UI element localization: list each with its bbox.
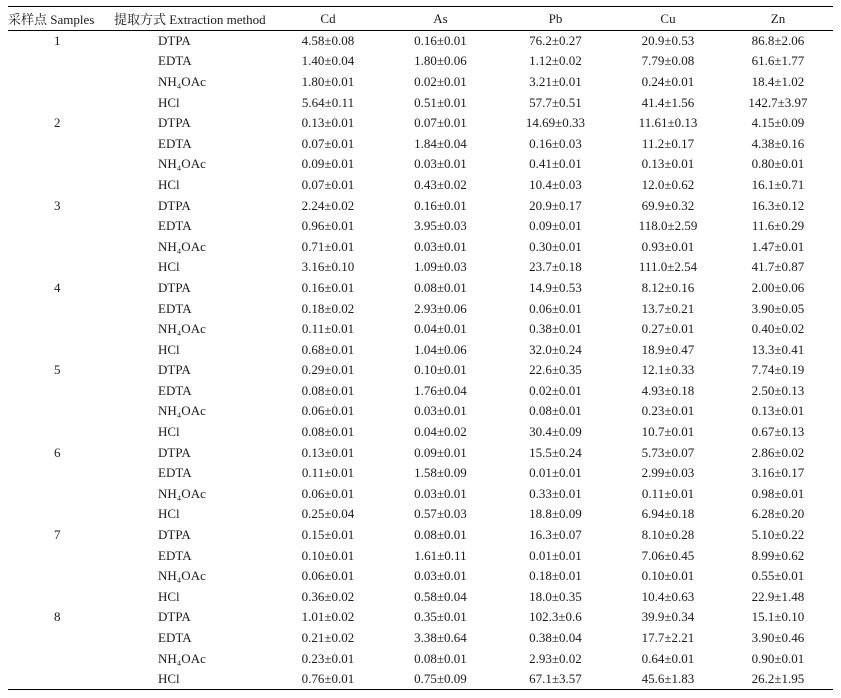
table-row [8,648,833,669]
header-cd: Cd [273,7,383,31]
cd-value-cell: 0.08±0.01 [301,424,355,440]
as-value-cell: 0.07±0.01 [414,115,467,131]
pb-value-cell: 16.3±0.07 [529,527,582,543]
as-value-cell: 0.57±0.03 [414,506,467,522]
table-body [8,31,833,690]
extraction-method-cell: DTPA [158,609,191,625]
sample-id-cell [8,628,108,649]
as-value-cell: 0.75±0.09 [383,669,498,690]
sample-id-cell [8,381,108,402]
cu-value-cell: 0.93±0.01 [641,238,695,254]
sample-id-cell: 6 [54,444,61,460]
as-value-cell: 2.93±0.06 [414,300,467,316]
zn-value-cell: 16.3±0.12 [751,197,805,213]
sample-id-cell [8,401,108,422]
table-row [8,442,833,463]
sample-id-cell [8,92,108,113]
cd-value-cell: 0.13±0.01 [301,444,355,460]
sample-id-cell [8,257,108,278]
zn-value-cell: 0.67±0.13 [751,424,805,440]
cd-value-cell: 5.64±0.11 [301,94,355,110]
table-row [8,236,833,257]
as-value-cell: 1.09±0.03 [414,259,467,275]
extraction-method-cell: NH₄OAc [158,73,206,89]
zn-value-cell: 0.90±0.01 [751,650,805,666]
extraction-method-cell: EDTA [158,465,192,481]
table-row [8,360,833,381]
extraction-method-cell: DTPA [158,444,191,460]
as-value-cell: 0.08±0.01 [414,279,467,295]
pb-value-cell: 2.93±0.02 [529,650,582,666]
zn-value-cell: 13.3±0.41 [751,341,805,357]
extraction-method-cell: EDTA [158,218,192,234]
cd-value-cell: 0.10±0.01 [301,547,355,563]
cu-value-cell: 0.27±0.01 [641,321,695,337]
sample-id-cell [8,587,108,608]
as-value-cell: 0.58±0.04 [414,588,467,604]
cu-value-cell: 17.7±2.21 [641,630,695,646]
header-pb: Pb [498,7,613,31]
cu-value-cell: 8.10±0.28 [641,527,695,543]
sample-id-cell [8,216,108,237]
cd-value-cell: 0.07±0.01 [301,176,355,192]
zn-value-cell: 4.15±0.09 [751,115,805,131]
cd-value-cell: 0.68±0.01 [301,341,355,357]
pb-value-cell: 0.01±0.01 [529,547,582,563]
zn-value-cell: 2.50±0.13 [751,382,805,398]
sample-id-cell: 8 [54,609,61,625]
cu-value-cell: 39.9±0.34 [641,609,695,625]
table-row [8,587,833,608]
as-value-cell: 1.80±0.06 [414,53,467,69]
table-row [8,463,833,484]
extraction-method-cell: NH₄OAc [158,403,206,419]
sample-id-cell [8,339,108,360]
as-value-cell: 1.61±0.11 [414,547,467,563]
as-value-cell: 1.04±0.06 [414,341,467,357]
pb-value-cell: 14.9±0.53 [529,279,582,295]
cu-value-cell: 11.61±0.13 [638,115,698,131]
header-cu: Cu [613,7,723,31]
table-row [8,525,833,546]
table-row [8,257,833,278]
table-row [8,484,833,505]
pb-value-cell: 0.01±0.01 [529,465,582,481]
zn-value-cell: 6.28±0.20 [751,506,805,522]
table-row [8,298,833,319]
zn-value-cell: 3.90±0.05 [751,300,805,316]
zn-value-cell: 0.40±0.02 [751,321,805,337]
extraction-method-cell: EDTA [158,300,192,316]
cd-value-cell: 1.01±0.02 [301,609,355,625]
cu-value-cell: 8.12±0.16 [641,279,695,295]
cd-value-cell: 1.80±0.01 [301,73,355,89]
table-row [8,175,833,196]
cu-value-cell: 6.94±0.18 [641,506,695,522]
cu-value-cell: 7.79±0.08 [641,53,695,69]
extraction-method-cell: NH₄OAc [158,156,206,172]
pb-value-cell: 22.6±0.35 [529,362,582,378]
pb-value-cell: 10.4±0.03 [529,176,582,192]
pb-value-cell: 0.09±0.01 [529,218,582,234]
as-value-cell: 0.09±0.01 [414,444,467,460]
cu-value-cell: 12.1±0.33 [641,362,695,378]
cu-value-cell: 4.93±0.18 [641,382,695,398]
as-value-cell: 0.35±0.01 [414,609,467,625]
as-value-cell: 0.03±0.01 [414,568,467,584]
table-row [8,401,833,422]
table-row [8,154,833,175]
table-row [8,72,833,93]
as-value-cell: 0.03±0.01 [414,403,467,419]
sample-id-cell [8,545,108,566]
extraction-method-cell: DTPA [158,362,191,378]
pb-value-cell: 1.12±0.02 [529,53,582,69]
table-row [8,133,833,154]
extraction-method-cell: NH₄OAc [158,238,206,254]
as-value-cell: 0.08±0.01 [414,527,467,543]
sample-id-cell [8,648,108,669]
extraction-method-cell: NH₄OAc [158,485,206,501]
pb-value-cell: 18.8±0.09 [529,506,582,522]
extraction-method-cell: EDTA [158,630,192,646]
pb-value-cell: 0.33±0.01 [529,485,582,501]
cu-value-cell: 0.23±0.01 [641,403,695,419]
extraction-method-cell: DTPA [158,279,191,295]
cu-value-cell: 0.11±0.01 [641,485,695,501]
zn-value-cell: 5.10±0.22 [751,527,805,543]
as-value-cell: 0.16±0.01 [414,33,467,49]
sample-id-cell [8,566,108,587]
cd-value-cell: 0.06±0.01 [301,568,355,584]
cd-value-cell: 0.21±0.02 [301,630,355,646]
cd-value-cell: 0.15±0.01 [301,527,355,543]
pb-value-cell: 0.38±0.04 [529,630,582,646]
header-as: As [383,7,498,31]
zn-value-cell: 0.55±0.01 [751,568,805,584]
zn-value-cell: 3.16±0.17 [751,465,805,481]
table-row [8,278,833,299]
cd-value-cell: 0.11±0.01 [301,321,355,337]
table-row [8,92,833,113]
cu-value-cell: 0.24±0.01 [641,73,695,89]
cu-value-cell: 2.99±0.03 [641,465,695,481]
as-value-cell: 0.10±0.01 [414,362,467,378]
pb-value-cell: 3.21±0.01 [529,73,582,89]
table-row [8,31,833,52]
cd-value-cell: 0.06±0.01 [301,403,355,419]
sample-id-cell [8,72,108,93]
pb-value-cell: 0.08±0.01 [529,403,582,419]
zn-value-cell: 142.7±3.97 [748,94,808,110]
extraction-method-cell: HCl [158,94,180,110]
zn-value-cell: 18.4±1.02 [751,73,805,89]
zn-value-cell: 4.38±0.16 [751,135,805,151]
cu-value-cell: 12.0±0.62 [641,176,695,192]
cd-value-cell: 0.13±0.01 [301,115,355,131]
as-value-cell: 1.84±0.04 [414,135,467,151]
cu-value-cell: 10.4±0.63 [641,588,695,604]
extraction-method-cell: DTPA [158,115,191,131]
sample-id-cell: 1 [54,33,61,49]
sample-id-cell [8,154,108,175]
extraction-method-cell: EDTA [158,382,192,398]
pb-value-cell: 0.38±0.01 [529,321,582,337]
as-value-cell: 0.16±0.01 [414,197,467,213]
header-zn: Zn [723,7,833,31]
extraction-method-cell: HCl [158,259,180,275]
pb-value-cell: 102.3±0.6 [529,609,582,625]
table-row [8,504,833,525]
pb-value-cell: 67.1±3.57 [498,669,613,690]
sample-id-cell [8,236,108,257]
sample-id-cell: 7 [54,527,61,543]
sample-id-cell [8,669,108,690]
cd-value-cell: 2.24±0.02 [301,197,355,213]
sample-id-cell [8,298,108,319]
cd-value-cell: 0.11±0.01 [301,465,355,481]
zn-value-cell: 22.9±1.48 [751,588,805,604]
cu-value-cell: 111.0±2.54 [638,259,698,275]
table-row [8,113,833,134]
extraction-method-cell: DTPA [158,197,191,213]
cd-value-cell: 0.08±0.01 [301,382,355,398]
extraction-method-cell: HCl [158,588,180,604]
cd-value-cell: 0.96±0.01 [301,218,355,234]
pb-value-cell: 0.18±0.01 [529,568,582,584]
as-value-cell: 0.03±0.01 [414,485,467,501]
sample-id-cell [8,175,108,196]
zn-value-cell: 26.2±1.95 [723,669,833,690]
header-extraction-method: 提取方式 Extraction method [108,7,273,31]
cu-value-cell: 18.9±0.47 [641,341,695,357]
extraction-method-cell: NH₄OAc [158,650,206,666]
extraction-method-cell: HCl [158,424,180,440]
cu-value-cell: 0.64±0.01 [641,650,695,666]
extraction-method-cell: DTPA [158,33,191,49]
pb-value-cell: 30.4±0.09 [529,424,582,440]
zn-value-cell: 1.47±0.01 [751,238,805,254]
as-value-cell: 0.43±0.02 [414,176,467,192]
pb-value-cell: 0.16±0.03 [529,135,582,151]
table-row [8,339,833,360]
table-header [8,7,833,31]
pb-value-cell: 76.2±0.27 [529,33,582,49]
zn-value-cell: 41.7±0.87 [751,259,805,275]
cd-value-cell: 3.16±0.10 [301,259,355,275]
extraction-method-cell: NH₄OAc [158,568,206,584]
as-value-cell: 0.04±0.01 [414,321,467,337]
cu-value-cell: 0.10±0.01 [641,568,695,584]
zn-value-cell: 61.6±1.77 [751,53,805,69]
as-value-cell: 0.51±0.01 [414,94,467,110]
zn-value-cell: 86.8±2.06 [751,33,805,49]
pb-value-cell: 32.0±0.24 [529,341,582,357]
cu-value-cell: 41.4±1.56 [641,94,695,110]
cd-value-cell: 0.23±0.01 [301,650,355,666]
zn-value-cell: 2.86±0.02 [751,444,805,460]
zn-value-cell: 3.90±0.46 [751,630,805,646]
table-row [8,545,833,566]
table-row [8,566,833,587]
as-value-cell: 0.08±0.01 [414,650,467,666]
zn-value-cell: 0.98±0.01 [751,485,805,501]
table-row [8,216,833,237]
extraction-method-cell: EDTA [158,135,192,151]
cd-value-cell: 4.58±0.08 [301,33,355,49]
table-row [8,381,833,402]
as-value-cell: 0.04±0.02 [414,424,467,440]
as-value-cell: 0.02±0.01 [414,73,467,89]
heavy-metal-extraction-table [8,6,833,690]
as-value-cell: 3.38±0.64 [414,630,467,646]
zn-value-cell: 8.99±0.62 [751,547,805,563]
pb-value-cell: 15.5±0.24 [529,444,582,460]
pb-value-cell: 18.0±0.35 [529,588,582,604]
table-row [8,319,833,340]
cd-value-cell: 0.71±0.01 [301,238,355,254]
header-row [8,7,833,31]
cu-value-cell: 45.6±1.83 [613,669,723,690]
sample-id-cell [8,484,108,505]
sample-id-cell: 3 [54,197,61,213]
cd-value-cell: 0.16±0.01 [301,279,355,295]
sample-id-cell [8,51,108,72]
extraction-method-cell: EDTA [158,547,192,563]
extraction-method-cell: HCl [108,669,273,690]
cu-value-cell: 5.73±0.07 [641,444,695,460]
table-row [8,51,833,72]
sample-id-cell [8,319,108,340]
pb-value-cell: 0.02±0.01 [529,382,582,398]
sample-id-cell: 4 [54,279,61,295]
table-row [8,628,833,649]
cd-value-cell: 0.76±0.01 [273,669,383,690]
sample-id-cell [8,463,108,484]
cu-value-cell: 20.9±0.53 [641,33,695,49]
extraction-method-cell: NH₄OAc [158,321,206,337]
table-row [8,195,833,216]
as-value-cell: 1.76±0.04 [414,382,467,398]
pb-value-cell: 23.7±0.18 [529,259,582,275]
table-row [8,422,833,443]
extraction-method-cell: HCl [158,176,180,192]
cd-value-cell: 0.29±0.01 [301,362,355,378]
cd-value-cell: 0.18±0.02 [301,300,355,316]
sample-id-cell: 5 [54,362,61,378]
zn-value-cell: 0.13±0.01 [751,403,805,419]
pb-value-cell: 0.41±0.01 [529,156,582,172]
cu-value-cell: 11.2±0.17 [641,135,695,151]
zn-value-cell: 15.1±0.10 [751,609,805,625]
cd-value-cell: 1.40±0.04 [301,53,355,69]
as-value-cell: 0.03±0.01 [414,156,467,172]
as-value-cell: 3.95±0.03 [414,218,467,234]
as-value-cell: 1.58±0.09 [414,465,467,481]
cu-value-cell: 69.9±0.32 [641,197,695,213]
table-row [8,607,833,628]
sample-id-cell: 2 [54,115,61,131]
pb-value-cell: 14.69±0.33 [525,115,586,131]
as-value-cell: 0.03±0.01 [414,238,467,254]
extraction-method-cell: EDTA [158,53,192,69]
extraction-method-cell: HCl [158,341,180,357]
sample-id-cell [8,133,108,154]
header-samples: 采样点 Samples [8,7,108,31]
zn-value-cell: 0.80±0.01 [751,156,805,172]
sample-id-cell [8,422,108,443]
cd-value-cell: 0.36±0.02 [301,588,355,604]
table-row [8,669,833,690]
pb-value-cell: 20.9±0.17 [529,197,582,213]
sample-id-cell [8,504,108,525]
zn-value-cell: 11.6±0.29 [751,218,805,234]
cu-value-cell: 118.0±2.59 [638,218,698,234]
cd-value-cell: 0.06±0.01 [301,485,355,501]
zn-value-cell: 7.74±0.19 [751,362,805,378]
cu-value-cell: 10.7±0.01 [641,424,695,440]
zn-value-cell: 2.00±0.06 [751,279,805,295]
cd-value-cell: 0.09±0.01 [301,156,355,172]
cu-value-cell: 7.06±0.45 [641,547,695,563]
extraction-method-cell: HCl [158,506,180,522]
cd-value-cell: 0.25±0.04 [301,506,355,522]
cu-value-cell: 13.7±0.21 [641,300,695,316]
extraction-method-cell: DTPA [158,527,191,543]
pb-value-cell: 0.30±0.01 [529,238,582,254]
cu-value-cell: 0.13±0.01 [641,156,695,172]
pb-value-cell: 0.06±0.01 [529,300,582,316]
cd-value-cell: 0.07±0.01 [301,135,355,151]
extraction-table-container [8,6,833,690]
zn-value-cell: 16.1±0.71 [751,176,805,192]
pb-value-cell: 57.7±0.51 [529,94,582,110]
